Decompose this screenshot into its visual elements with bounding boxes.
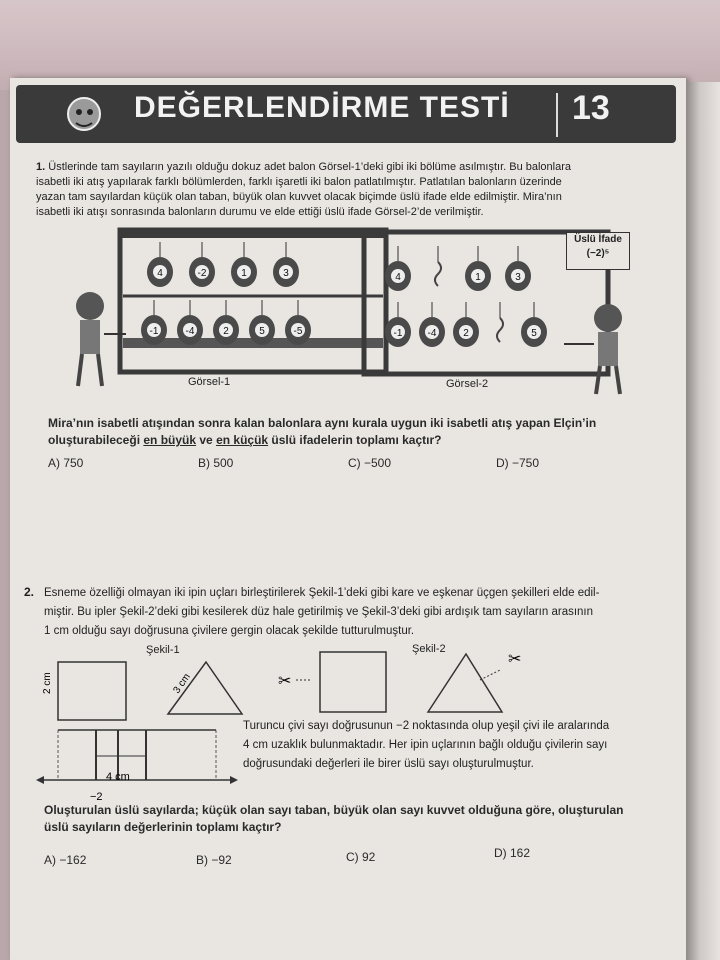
balloon-number: 4 [395,272,401,283]
balloon-number: -2 [197,268,207,279]
result-box [566,232,630,270]
square-shape [58,662,126,720]
balloon-number: -1 [149,326,159,337]
q2-option-b[interactable]: B) −92 [196,853,232,867]
balloon-number: -5 [293,326,303,337]
question2-line: 1 cm olduğu sayı doğrusuna çivilere gergin olacak şekilde tutturulmuştur. [44,625,415,637]
question1-line: isabetli iki atış yapılarak farklı bölümlerden, farklı işaretli iki balon patlatılmıştır. Patlatılan balonların üzerinde [36,176,562,188]
balloon-number: 2 [463,328,469,339]
page-edge [686,82,720,960]
question2-number: 2. [24,585,35,599]
question1-ask-part: ve [196,433,217,447]
nail-distance-label: 4 cm [106,771,130,783]
balloon-number: -1 [393,328,403,339]
header-divider [556,93,558,137]
question1-line: yazan tam sayılardan küçük olan taban, büyük olan kuvvet olacak biçimde üslü ifade elde edilmiştir. Mira’nın [36,191,562,203]
underlined-en-kucuk: en küçük [216,433,269,447]
figure2-caption: Görsel-2 [446,378,489,390]
question2-description [243,717,643,774]
q1-option-b[interactable]: B) 500 [198,456,234,470]
balloon-number: 1 [241,268,247,279]
question2-ask-line: üslü sayıların değerlerinin toplamı kaçtır? [44,820,282,834]
balloon-number: 1 [475,272,481,283]
q2-option-a[interactable]: A) −162 [44,853,87,867]
question2-line: miştir. Bu ipler Şekil-2’deki gibi kesilerek düz hale getirilmiş ve Şekil-3’deki gibi ardışık tam sayıların arasının [44,606,594,618]
q2-option-c[interactable]: C) 92 [346,850,376,864]
result-title: Üslü İfade [574,234,622,245]
number-line [36,730,238,784]
girl-archer-right [564,304,622,394]
question1-text [36,160,636,220]
mascot-icon [64,92,110,142]
shape2-label: Şekil-2 [412,643,446,655]
triangle-side-label: 3 cm [171,671,193,696]
q2-option-d[interactable]: D) 162 [494,846,531,860]
test-number: 13 [572,89,610,127]
q1-option-c[interactable]: C) −500 [348,456,392,470]
balloon-number: 5 [259,326,265,337]
point-label: −2 [90,791,103,803]
test-header-banner [16,85,676,143]
square-side-label: 2 cm [42,672,53,694]
description-line: 4 cm uzaklık bulunmaktadır. Her ipin uçlarının bağlı olduğu çivilerin sayı [243,739,608,751]
balloon-number: -4 [427,328,437,339]
question2-ask-line: Oluşturulan üslü sayılarda; küçük olan sayı taban, büyük olan sayı kuvvet olduğuna göre, oluşturulan [44,803,624,817]
balloon-number: 5 [531,328,537,339]
balloon-number: 3 [283,268,289,279]
shape1-label: Şekil-1 [146,644,180,656]
question2-line: Esneme özelliği olmayan iki ipin uçları birleştirilerek Şekil-1’deki gibi kare ve eşkenar üçgen şekilleri elde edil- [44,587,600,599]
question1-ask-part: oluşturabileceği [48,433,144,447]
background-fabric [0,0,720,90]
question1-ask-line: Mira’nın isabetli atışından sonra kalan balonlara aynı kurala uygun iki isabetli atış yapan Elçin’in [48,416,597,430]
question1-number: 1. [36,161,46,173]
popped-balloon [435,262,441,286]
q1-option-d[interactable]: D) −750 [496,456,540,470]
balloon-number: -4 [185,326,195,337]
question1-line: isabetli iki atışı sonrasında balonların durumu ve elde ettiği üslü ifade Görsel-2’de verilmiştir. [36,206,484,218]
balloon-number: 4 [157,268,163,279]
result-value: (−2)⁵ [586,248,610,259]
question2-ask [44,802,664,836]
description-line: Turuncu çivi sayı doğrusunun −2 noktasında olup yeşil çivi ile aralarında [243,720,610,732]
popped-balloon [497,318,503,342]
balloon-number: 3 [515,272,521,283]
figure1-caption: Görsel-1 [188,376,231,388]
question1-ask-part: üslü ifadelerin toplamı kaçtır? [268,433,442,447]
q1-option-a[interactable]: A) 750 [48,456,84,470]
scissors-icon: ✂ [508,651,522,668]
question1-ask [48,415,668,449]
test-title: DEĞERLENDİRME TESTİ [134,91,510,124]
question1-line: Üstlerinde tam sayıların yazılı olduğu dokuz adet balon Görsel-1’deki gibi iki bölüme asılmıştır. Bu balonlara [48,161,572,173]
balloon-number: 2 [223,326,229,337]
question2-text [44,584,644,641]
cut-square-shape [320,652,386,712]
cut-triangle-shape [428,654,502,712]
scissors-icon: ✂ [278,673,292,690]
underlined-en-buyuk: en büyük [143,433,197,447]
description-line: doğrusundaki değerleri ile birer üslü sayı oluşturulmuştur. [243,758,534,770]
